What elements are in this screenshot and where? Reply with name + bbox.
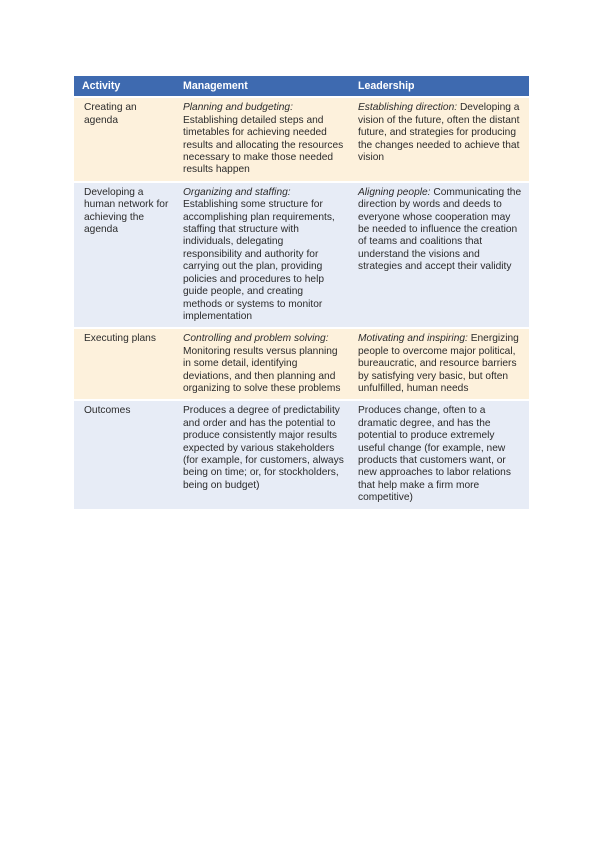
- leadership-text: Developing a vision of the future, often the distant future, and strategies for producing the changes needed to achieve that vision: [358, 102, 520, 164]
- leadership-cell: [350, 97, 529, 181]
- leadership-heading: Establishing direction:: [358, 102, 458, 114]
- management-text: Establishing some structure for accomplishing plan requirements, staffing that structure with individuals, delegating responsibility and authority for carrying out the plan, providing policies and procedures to help guide people, and creating methods or systems to monitor implementation: [183, 199, 335, 322]
- management-cell: [175, 97, 350, 181]
- leadership-cell: [350, 400, 529, 509]
- management-cell: [175, 182, 350, 328]
- leadership-heading: Motivating and inspiring:: [358, 333, 468, 345]
- activity-cell: Developing a human network for achieving the agenda: [74, 182, 175, 328]
- table-row: [74, 97, 529, 181]
- management-text: Establishing detailed steps and timetables for achieving needed results and allocating the resources necessary to make those needed results happen: [183, 114, 344, 176]
- management-text: Produces a degree of predictability and order and has the potential to produce consistently major results expected by various stakeholders (for example, for customers, always being on time; or, for stockholders, being on budget): [183, 405, 344, 491]
- management-text: Monitoring results versus planning in some detail, identifying deviations, and then planning and organizing to solve these problems: [183, 345, 341, 394]
- header-management: Management: [175, 76, 350, 97]
- leadership-cell: [350, 182, 529, 328]
- management-vs-leadership-table: [74, 76, 529, 511]
- management-cell: [175, 328, 350, 400]
- table-row: [74, 328, 529, 400]
- management-heading: Controlling and problem solving:: [183, 333, 329, 345]
- activity-cell: Executing plans: [74, 328, 175, 400]
- table-row: [74, 400, 529, 509]
- header-row: [74, 76, 529, 97]
- table-row: [74, 182, 529, 328]
- leadership-cell: [350, 328, 529, 400]
- management-heading: Planning and budgeting:: [183, 102, 293, 114]
- activity-cell: Outcomes: [74, 400, 175, 509]
- header-activity: Activity: [74, 76, 175, 97]
- leadership-text: Energizing people to overcome major political, bureaucratic, and resource barriers by satisfying very basic, but often unfulfilled, human needs: [358, 333, 519, 394]
- leadership-text: Produces change, often to a dramatic degree, and has the potential to produce extremely useful change (for example, new products that customers want, or new approaches to labor relations that help make a firm more competitive): [358, 405, 511, 504]
- management-cell: [175, 400, 350, 509]
- leadership-text: Communicating the direction by words and deeds to everyone whose cooperation may be needed to influence the creation of teams and coalitions that understand the visions and strategies and accept their validity: [358, 186, 522, 273]
- activity-cell: Creating an agenda: [74, 97, 175, 181]
- header-leadership: Leadership: [350, 76, 529, 97]
- leadership-heading: Aligning people:: [358, 186, 431, 198]
- management-heading: Organizing and staffing:: [183, 186, 291, 198]
